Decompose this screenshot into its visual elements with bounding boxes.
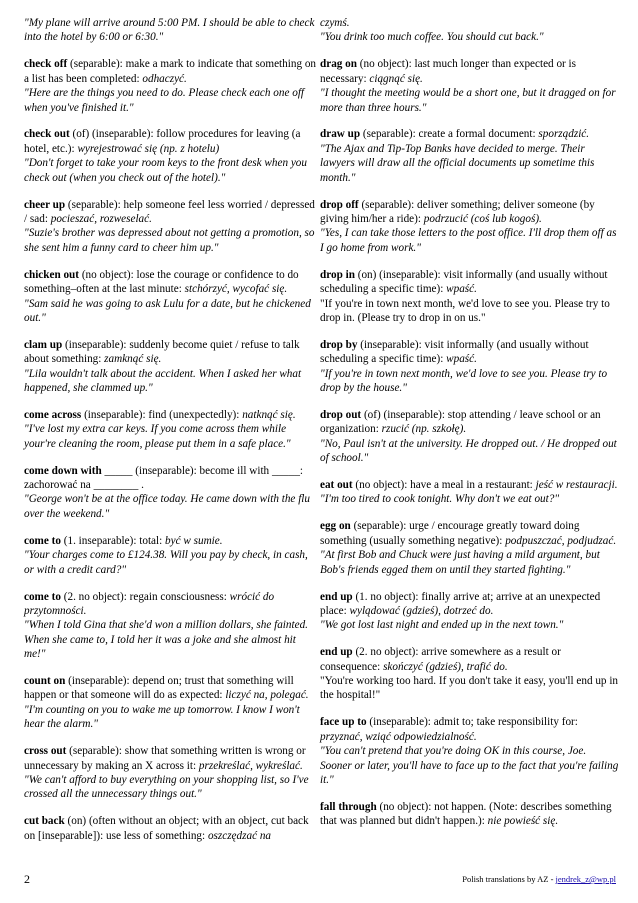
definition-line: [24, 338, 320, 367]
definition-text: (1. no object): finally arrive at; arrive at an unexpected place:: [320, 590, 601, 617]
definition-text: (2. no object): regain consciousness:: [60, 590, 230, 603]
phrasal-verb-entry: [24, 338, 320, 396]
phrasal-verb-entry: [320, 478, 620, 507]
definition-text: (of) (inseparable): stop attending / leave school or an organization:: [320, 408, 601, 436]
definition-line: [24, 814, 320, 843]
definition-text: _____ (inseparable): become ill with _____: zachorować na ________ .: [24, 464, 304, 492]
phrasal-verb-term: drop off: [320, 198, 359, 211]
phrasal-verb-entry: [24, 590, 320, 662]
example-sentence: "No, Paul isn't at the university. He dropped out. / He dropped out of school.": [320, 437, 617, 465]
example-sentence: "The Ajax and Tip-Top Banks have decided to merge. Their lawyers will draw all the official documents up sometime this month.": [320, 142, 595, 184]
definition-line: [320, 198, 620, 227]
definition-line: [24, 408, 320, 422]
definition-line: [24, 198, 320, 227]
polish-translation: podpuszczać, podjudzać.: [505, 534, 617, 547]
phrasal-verb-entry: [320, 715, 620, 787]
definition-line: [24, 744, 320, 773]
definition-line: [24, 268, 320, 297]
polish-translation: przyznać, wziąć odpowiedzialność.: [320, 730, 477, 743]
definition-text: (inseparable): visit informally (and usually without scheduling a specific time):: [320, 338, 589, 366]
phrasal-verb-entry: [320, 338, 620, 396]
polish-translation: czymś.: [320, 17, 350, 29]
example-sentence: "Lila wouldn't talk about the accident. When I asked her what happened, she clammed up.": [24, 367, 302, 395]
phrasal-verb-entry: [320, 127, 620, 185]
example-sentence: "You can't pretend that you're doing OK in this course, Joe. Sooner or later, you'll have to face up to the fact that you're failing it.": [320, 745, 619, 786]
example-sentence: "I thought the meeting would be a short one, but it dragged on for more than three hours.": [320, 87, 616, 114]
definition-line: [320, 800, 620, 829]
example-sentence: "I've lost my extra car keys. If you come across them while your're cleaning the room, please put them in a safe place.": [24, 423, 291, 450]
definition-text: (no object): lose the courage or confidence to do something–often at the last minute:: [24, 268, 299, 296]
phrasal-verb-entry: [24, 674, 320, 732]
phrasal-verb-term: come to: [24, 590, 61, 603]
polish-translation: ciągnąć się.: [369, 72, 423, 85]
definition-line: [320, 645, 620, 674]
definition-text: (separable): show that something written is wrong or unnecessary by making an X across it:: [24, 745, 306, 772]
polish-translation: liczyć na, polegać.: [225, 689, 309, 702]
definition-text: (no object): not happen. (Note: describes something that was planned but didn't happen.):: [320, 800, 612, 828]
polish-translation: podrzucić (coś lub kogoś).: [423, 212, 542, 225]
phrasal-verb-term: face up to: [320, 716, 367, 729]
example-sentence: "Your charges come to £124.38. Will you pay by check, in cash, or with a credit card?": [24, 549, 308, 576]
polish-translation: sporządzić.: [538, 128, 590, 141]
example-sentence: "Sam said he was going to ask Lulu for a date, but he chickened out.": [24, 297, 311, 324]
polish-translation: rzucić (np. szkołę).: [381, 423, 467, 436]
definition-line: [24, 590, 320, 619]
phrasal-verb-entry: [24, 534, 320, 577]
footer-credit: [462, 874, 616, 884]
definition-text: (inseparable): admit to; take responsibility for:: [366, 716, 578, 729]
polish-translation: natknąć się.: [242, 408, 296, 421]
phrasal-verb-entry: [24, 814, 320, 843]
definition-line: [320, 268, 620, 297]
polish-translation: wpaść.: [446, 283, 477, 296]
definition-line: [320, 338, 620, 367]
phrasal-verb-term: eat out: [320, 479, 353, 492]
polish-translation: przekreślać, wykreślać.: [198, 759, 303, 772]
example-sentence: "Yes, I can take those letters to the post office. I'll drop them off as I go home from work.": [320, 227, 617, 254]
definition-text: (1. inseparable): total:: [60, 534, 166, 547]
phrasal-verb-entry: [320, 645, 620, 703]
definition-line: [24, 57, 320, 86]
definition-line: [24, 534, 320, 548]
phrasal-verb-term: draw up: [320, 128, 361, 141]
definition-line: [320, 519, 620, 548]
example-sentence: "We can't afford to buy everything on your shopping list, so I've crossed all the unnecessary things out.": [24, 773, 309, 801]
example-sentence: "You're working too hard. If you don't take it easy, you'll end up in the hospital!": [320, 675, 619, 702]
definition-text: (2. no object): arrive somewhere as a result or consequence:: [320, 646, 561, 673]
phrasal-verb-entry: [24, 408, 320, 451]
definition-text: (inseparable): find (unexpectedly):: [81, 408, 243, 421]
phrasal-verb-entry: [24, 744, 320, 802]
phrasal-verb-entry: [320, 800, 620, 829]
example-sentence: "If you're in town next month, we'd love to see you. Please try to drop by the house.": [320, 367, 608, 395]
right-column: [320, 16, 620, 841]
phrasal-verb-entry: [24, 268, 320, 326]
polish-translation: odhaczyć.: [142, 72, 187, 85]
polish-translation: wrócić do przytomności.: [24, 590, 275, 617]
example-sentence: "If you're in town next month, we'd love to see you. Please try to drop in. (Please try to drop in on us.": [320, 297, 610, 324]
phrasal-verb-term: clam up: [24, 338, 63, 351]
phrasal-verb-term: drop out: [320, 408, 362, 421]
definition-line: [320, 57, 620, 86]
definition-line: [320, 408, 620, 437]
example-sentence: "Here are the things you need to do. Please check each one off when you've finished it.": [24, 87, 305, 114]
polish-translation: nie powieść się.: [487, 815, 559, 828]
definition-line: [24, 464, 320, 493]
polish-translation: oszczędzać na: [207, 829, 272, 842]
phrasal-verb-term: check off: [24, 58, 68, 71]
example-sentence: "You drink too much coffee. You should cut back.": [320, 31, 544, 44]
phrasal-verb-term: cut back: [24, 815, 65, 828]
phrasal-verb-term: check out: [24, 128, 70, 141]
definition-text: (separable): urge / encourage greatly toward doing something (usually something negative):: [320, 520, 580, 547]
polish-translation: jeść w restauracji.: [535, 479, 618, 492]
phrasal-verb-term: end up: [320, 646, 353, 659]
phrasal-verb-entry: [320, 590, 620, 633]
polish-translation: skończyć (gdzieś), trafić do.: [383, 660, 508, 673]
polish-translation: stchórzyć, wycofać się.: [184, 283, 288, 296]
polish-translation: wpaść.: [446, 353, 477, 366]
phrasal-verb-entry: [24, 198, 320, 256]
phrasal-verb-entry: [320, 268, 620, 326]
definition-line: [320, 715, 620, 744]
definition-text: (inseparable): suddenly become quiet / refuse to talk about something:: [24, 338, 300, 366]
definition-text: (inseparable): depend on; trust that something will happen or that someone will do as expected:: [24, 675, 294, 702]
example-sentence: "At first Bob and Chuck were just having a mild argument, but Bob's friends egged them on until they started fighting.": [320, 549, 600, 576]
phrasal-verb-term: egg on: [320, 520, 351, 533]
example-sentence: "My plane will arrive around 5:00 PM. I should be able to check into the hotel by 6:00 or 6:30.": [24, 17, 315, 44]
example-sentence: "George won't be at the office today. He came down with the flu over the weekend.": [24, 493, 311, 520]
phrasal-verb-entry: [320, 408, 620, 466]
phrasal-verb-term: cheer up: [24, 198, 66, 211]
phrasal-verb-term: come across: [24, 408, 82, 421]
phrasal-verb-entry: [320, 57, 620, 115]
phrasal-verb-term: chicken out: [24, 268, 80, 281]
definition-line: [320, 478, 620, 492]
phrasal-verb-entry: [24, 127, 320, 185]
phrasal-verb-term: come to: [24, 534, 61, 547]
definition-text: (separable): make a mark to indicate that something on a list has been completed:: [24, 58, 317, 85]
definition-text: (on) (often without an object; with an object, cut back on [inseparable]): use less of something:: [24, 815, 309, 842]
phrasal-verb-entry: [320, 16, 620, 45]
phrasal-verb-term: fall through: [320, 800, 377, 813]
definition-text: (no object): last much longer than expected or is necessary:: [320, 58, 577, 85]
phrasal-verb-entry: [320, 198, 620, 256]
phrasal-verb-term: drop in: [320, 268, 355, 281]
example-sentence: "Don't forget to take your room keys to the front desk when you check out (when you check out of the hotel).": [24, 157, 307, 184]
phrasal-verb-entry: [24, 464, 320, 522]
left-column: [24, 16, 320, 856]
phrasal-verb-term: count on: [24, 675, 66, 688]
polish-translation: zamknąć się.: [104, 353, 162, 366]
footer-email-link[interactable]: jendrek_z@wp.pl: [555, 874, 616, 884]
example-sentence: "We got lost last night and ended up in the next town.": [320, 619, 564, 632]
definition-line: [24, 674, 320, 703]
footer-credit-text: Polish translations by AZ -: [462, 874, 556, 884]
definition-text: (separable): help someone feel less worried / depressed / sad:: [24, 198, 315, 225]
phrasal-verb-term: end up: [320, 590, 353, 603]
page-number: 2: [24, 872, 30, 886]
phrasal-verb-term: drop by: [320, 338, 358, 351]
polish-translation: wylądować (gdzieś), dotrzeć do.: [349, 604, 494, 617]
definition-text: (no object): have a meal in a restaurant:: [352, 479, 536, 492]
phrasal-verb-term: cross out: [24, 745, 67, 758]
phrasal-verb-entry: [24, 57, 320, 115]
definition-line: [320, 590, 620, 619]
example-sentence: "I'm counting on you to wake me up tomorrow. I know I won't hear the alarm.": [24, 703, 300, 731]
definition-line: [24, 127, 320, 156]
phrasal-verb-entry: [320, 519, 620, 577]
polish-translation: pocieszać, rozweselać.: [50, 212, 152, 225]
definition-text: (separable): deliver something; deliver someone (by giving him/her a ride):: [320, 198, 595, 225]
phrasal-verb-term: drag on: [320, 58, 357, 71]
definition-line: [320, 127, 620, 141]
phrasal-verb-term: come down with: [24, 464, 102, 477]
definition-text: (separable): create a formal document:: [360, 128, 539, 141]
polish-translation: wyrejestrować się (np. z hotelu): [77, 142, 220, 155]
example-sentence: "I'm too tired to cook tonight. Why don't we eat out?": [320, 493, 560, 506]
definition-text: (on) (inseparable): visit informally (and usually without scheduling a specific time):: [320, 268, 608, 296]
example-sentence: "When I told Gina that she'd won a million dollars, she fainted. When she came to, I told her it was a joke and she almost hit me!": [24, 619, 308, 661]
polish-translation: być w sumie.: [165, 534, 223, 547]
phrasal-verb-entry: [24, 16, 320, 45]
definition-text: (of) (inseparable): follow procedures for leaving (a hotel, etc.):: [24, 128, 301, 155]
example-sentence: "Suzie's brother was depressed about not getting a promotion, so she sent him a funny card to cheer him up.": [24, 227, 315, 254]
